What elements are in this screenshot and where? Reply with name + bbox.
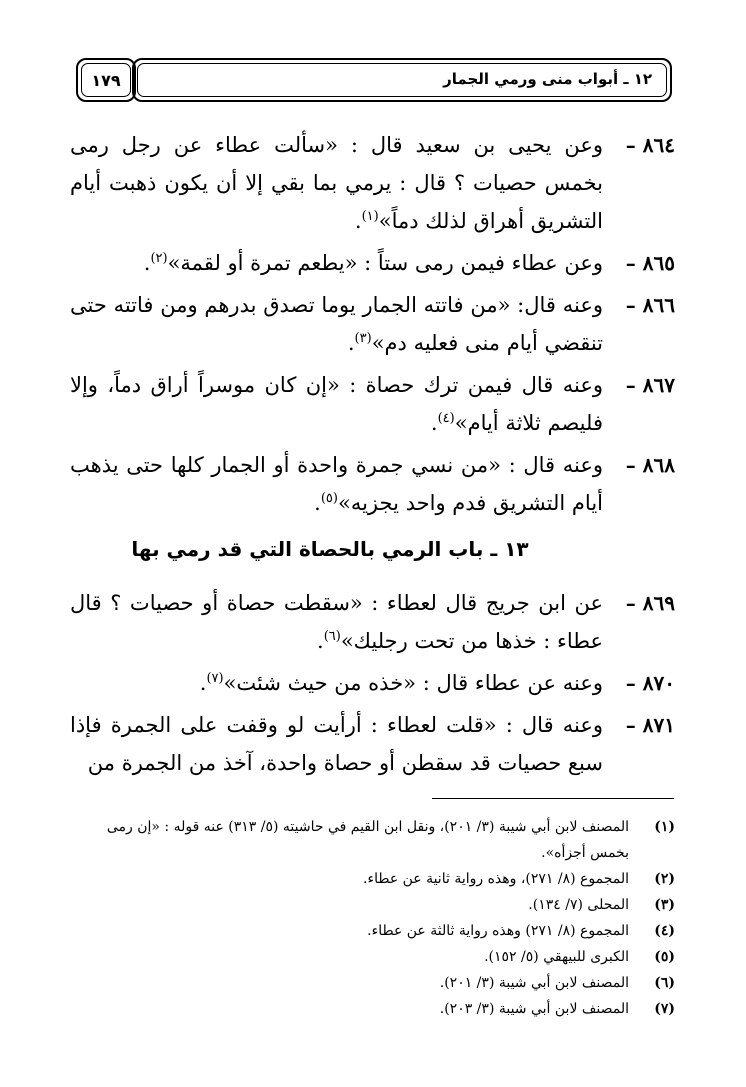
footnote-ref: (١): [361, 209, 379, 224]
hadith-number: ٨٦٩ –: [625, 591, 675, 615]
footnote: [70, 996, 675, 1022]
hadith-number: ٨٦٥ –: [625, 251, 675, 275]
footnote-text: المجموع (٨/ ٢٧١) وهذه رواية ثالثة عن عطاء.: [367, 923, 629, 939]
hadith-entry: [70, 286, 675, 362]
footnote: [70, 944, 675, 970]
footnote-ref: (٣): [354, 331, 372, 346]
footnote-number: (٥): [654, 949, 675, 965]
hadith-text: وعنه قال : «من نسي جمرة واحدة أو الجمار كلها حتى يذهب أيام التشريق فدم واحد يجزيه»: [70, 453, 603, 515]
footnote-text: المحلى (٧/ ١٣٤).: [528, 897, 629, 913]
hadith-list-bottom: [70, 584, 675, 786]
running-header: [132, 58, 672, 102]
footnote-divider: [432, 798, 674, 799]
hadith-entry: [70, 446, 675, 522]
section-heading: ١٣ ـ باب الرمي بالحصاة التي قد رمي بها: [131, 537, 529, 561]
footnote-text: المصنف لابن أبي شيبة (٣/ ٢٠٣).: [439, 1001, 629, 1017]
footnote-ref: (٢): [150, 251, 168, 266]
footnote-number: (٦): [654, 975, 675, 991]
hadith-list-top: [70, 126, 675, 526]
footnote-ref: (٦): [323, 629, 341, 644]
hadith-text: وعنه قال فيمن ترك حصاة : «إن كان موسراً أراق دماً، وإلا فليصم ثلاثة أيام»: [70, 373, 603, 435]
footnote: [70, 814, 675, 866]
hadith-end: .: [354, 209, 362, 233]
footnote-text: المصنف لابن أبي شيبة (٣/ ٢٠١).: [439, 975, 629, 991]
footnote-ref: (٥): [320, 491, 338, 506]
footnote-text: الكبرى للبيهقي (٥/ ١٥٢).: [484, 949, 629, 965]
footnote: [70, 970, 675, 996]
footnote: [70, 918, 675, 944]
footnote-number: (٧): [654, 1001, 675, 1017]
hadith-entry: [70, 584, 675, 660]
hadith-number: ٨٦٨ –: [625, 453, 675, 477]
hadith-entry: [70, 706, 675, 782]
hadith-text: وعن عطاء فيمن رمى ستاً : «يطعم تمرة أو لقمة»: [167, 251, 603, 275]
footnote-number: (٢): [654, 871, 675, 887]
footnote: [70, 866, 675, 892]
footnotes: [70, 814, 675, 1022]
hadith-number: ٨٦٧ –: [625, 373, 675, 397]
hadith-end: .: [347, 331, 355, 355]
hadith-end: .: [199, 671, 207, 695]
hadith-end: .: [430, 411, 438, 435]
hadith-end: .: [314, 491, 321, 515]
footnote: [70, 892, 675, 918]
hadith-text: وعنه عن عطاء قال : «خذه من حيث شئت»: [223, 671, 603, 695]
footnote-number: (١): [654, 819, 675, 835]
hadith-number: ٨٧٠ –: [625, 671, 675, 695]
footnote-text: المجموع (٨/ ٢٧١)، وهذه رواية ثانية عن عطاء.: [363, 871, 629, 887]
footnote-ref: (٧): [206, 671, 224, 686]
page-number: ١٧٩: [91, 70, 121, 90]
hadith-text: وعنه قال: «من فاتته الجمار يوما تصدق بدرهم ومن فاتته حتى تنقضي أيام منى فعليه دم»: [70, 293, 603, 355]
hadith-entry: [70, 664, 675, 702]
hadith-entry: [70, 126, 675, 240]
footnote-number: (٤): [654, 923, 675, 939]
hadith-end: .: [143, 251, 151, 275]
hadith-number: ٨٦٤ –: [625, 133, 675, 157]
hadith-number: ٨٧١ –: [625, 713, 675, 737]
hadith-entry: [70, 244, 675, 282]
chapter-title: ١٢ ـ أبواب منى ورمي الجمار: [443, 70, 652, 88]
hadith-entry: [70, 366, 675, 442]
footnote-text: المصنف لابن أبي شيبة (٣/ ٢٠١)، ونقل ابن القيم في حاشيته (٥/ ٣١٣) عنه قوله : «إن رمى بخمس أجزأه».: [106, 819, 629, 861]
hadith-number: ٨٦٦ –: [625, 293, 675, 317]
page-number-box: [76, 58, 136, 102]
footnote-number: (٣): [654, 897, 675, 913]
hadith-text: عن ابن جريج قال لعطاء : «سقطت حصاة أو حصيات ؟ قال عطاء : خذها من تحت رجليك»: [70, 591, 603, 653]
hadith-text: وعن يحيى بن سعيد قال : «سألت عطاء عن رجل رمى بخمس حصيات ؟ قال : يرمي بما بقي إلا أن يكون ذهبت أيام التشريق أهراق لذلك دماً»: [70, 133, 603, 233]
footnote-ref: (٤): [437, 411, 455, 426]
hadith-text: وعنه قال : «قلت لعطاء : أرأيت لو وقفت على الجمرة فإذا سبع حصيات قد سقطن أو حصاة واحدة، آخذ من الجمرة من: [70, 713, 603, 775]
hadith-end: .: [317, 629, 324, 653]
